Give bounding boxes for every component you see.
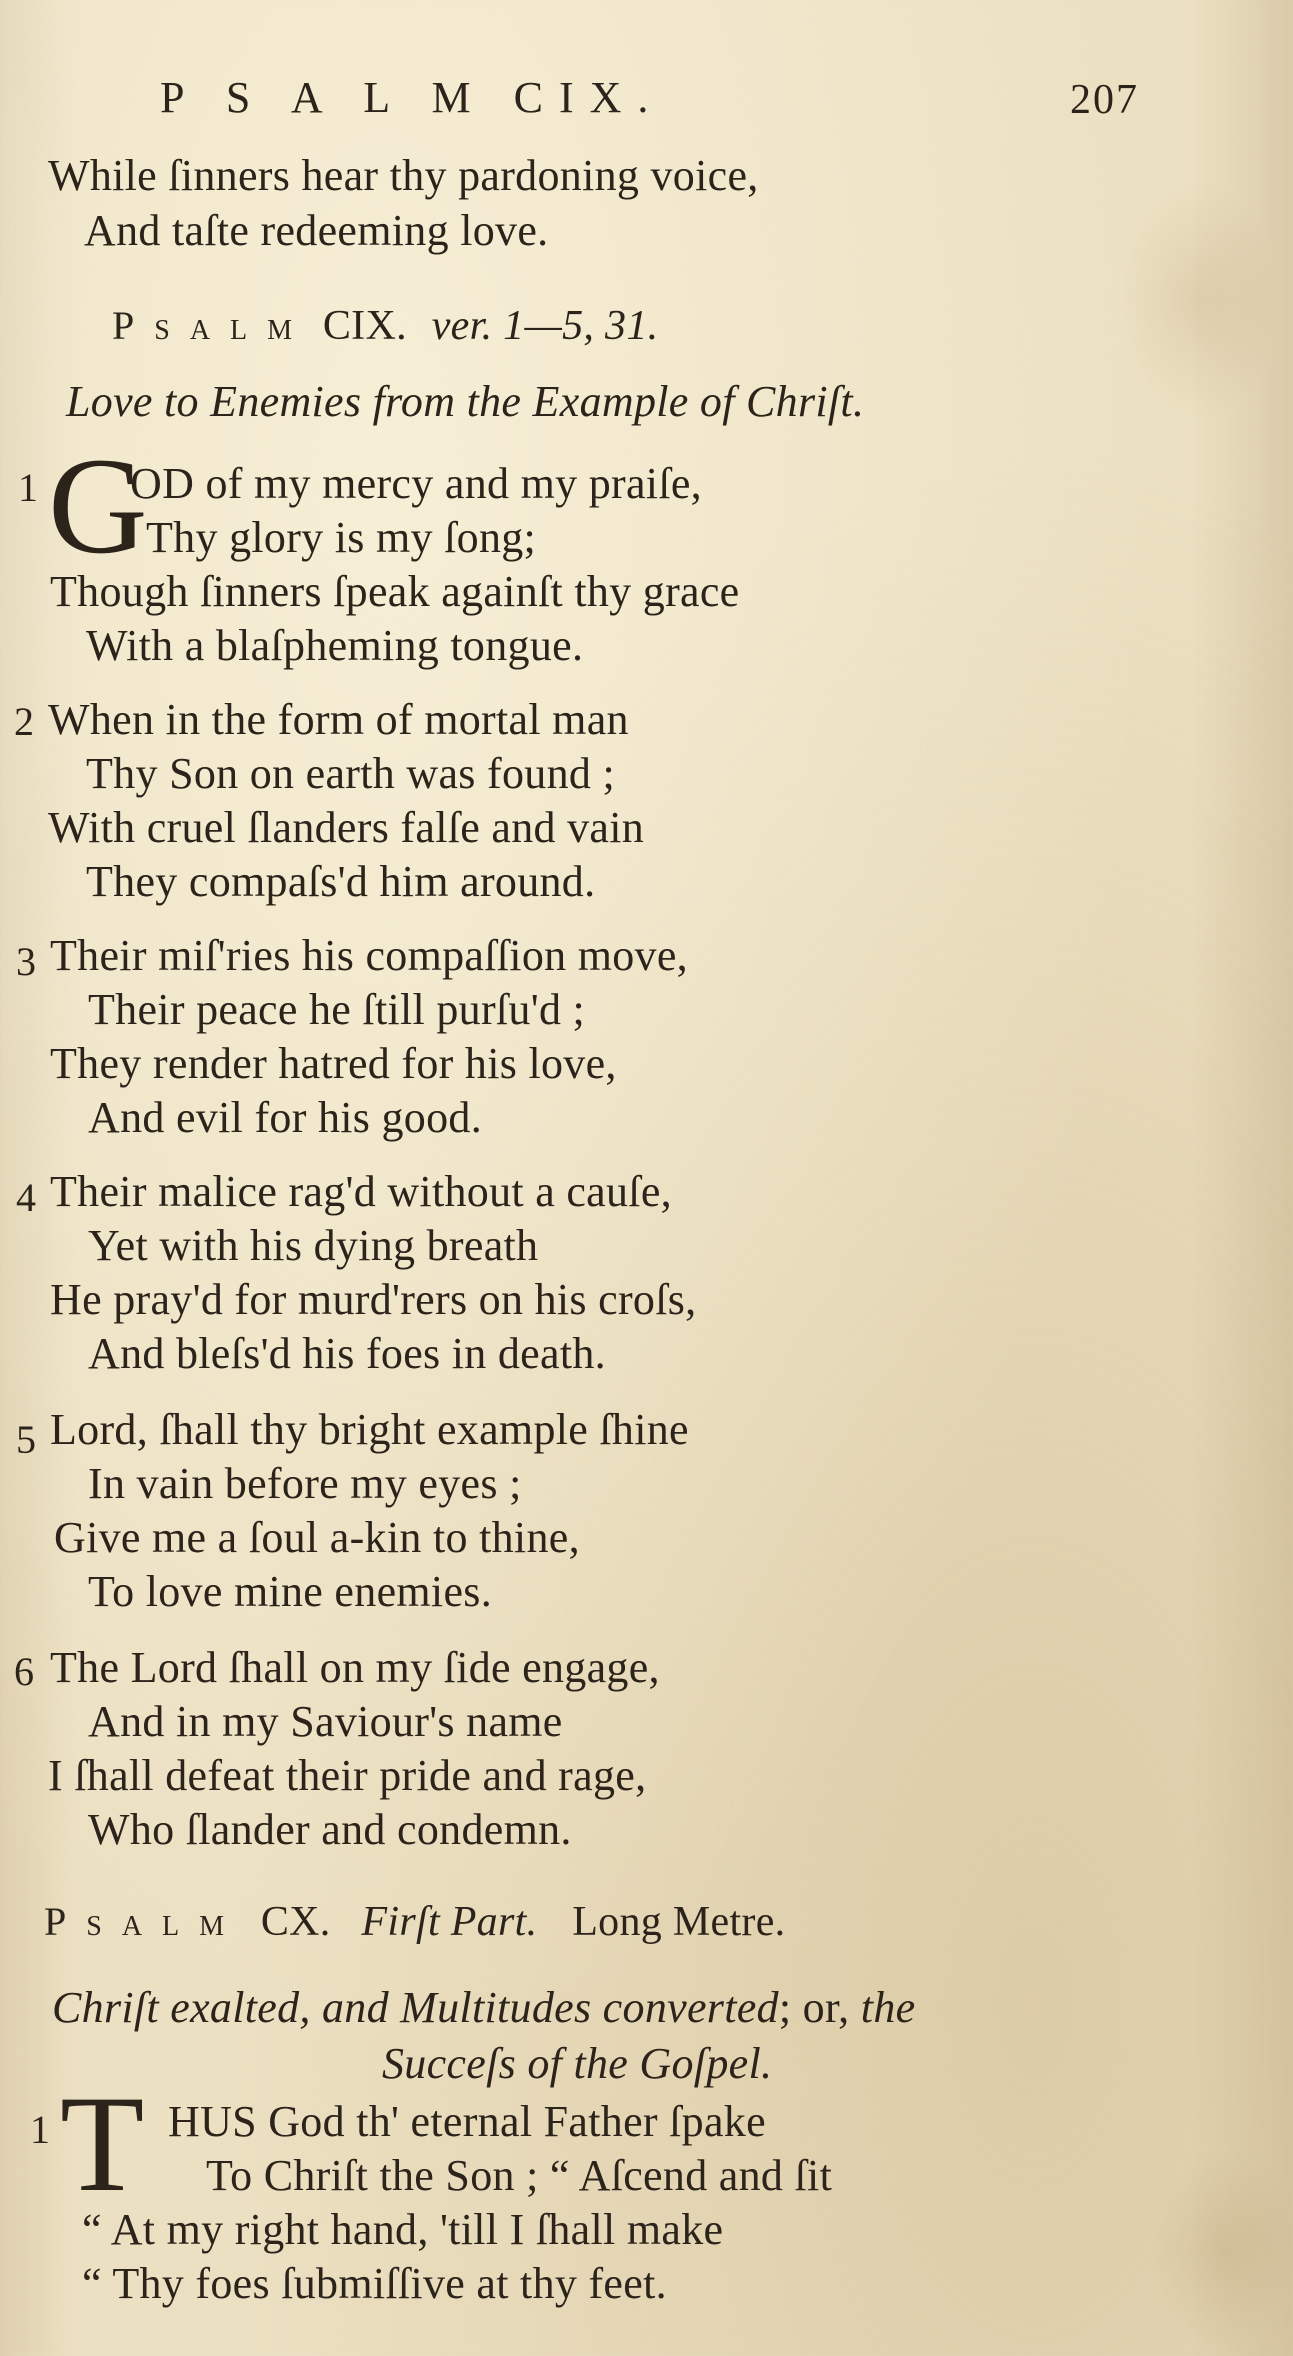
verse-line: Though ſinners ſpeak againſt thy grace <box>50 567 740 616</box>
verse-line: Their peace he ſtill purſu'd ; <box>88 985 586 1034</box>
verse-line: Give me a ſoul a-kin to thine, <box>54 1513 580 1562</box>
verse-line: And bleſs'd his foes in death. <box>88 1329 606 1378</box>
paper-stain <box>1150 2150 1293 2350</box>
verse-number: 6 <box>14 1649 34 1694</box>
verse-line: I ſhall defeat their pride and rage, <box>48 1751 647 1800</box>
psalm-heading-number: CIX. <box>322 303 407 349</box>
verse-number: 1 <box>30 2107 50 2152</box>
psalm-110-heading <box>44 1896 785 1948</box>
psalm-heading-verses: ver. 1—5, 31. <box>431 303 659 349</box>
verse-line: “ Thy foes ſubmiſſive at thy feet. <box>82 2259 667 2308</box>
verse-line: Who ſlander and condemn. <box>88 1805 572 1854</box>
verse-line: And in my Saviour's name <box>88 1697 563 1746</box>
verse-line: “ At my right hand, 'till I ſhall make <box>82 2205 724 2254</box>
verse-line: Their miſ'ries his compaſſion move, <box>50 931 688 980</box>
verse-line: And evil for his good. <box>88 1093 483 1142</box>
verse-number: 2 <box>14 699 34 744</box>
psalm-heading-metre: Long Metre. <box>572 1899 786 1945</box>
verse-number: 5 <box>16 1417 36 1462</box>
verse-line: With cruel ſlanders falſe and vain <box>48 803 645 852</box>
page-number: 207 <box>1070 77 1139 123</box>
drop-cap: G <box>48 429 148 582</box>
psalm-heading-word: Psalm <box>44 1899 245 1944</box>
verse-line: Thy glory is my ſong; <box>146 513 537 562</box>
carryover-line-1: While ſinners hear thy pardoning voice, <box>48 151 759 200</box>
verse-line: They compaſs'd him around. <box>86 857 596 906</box>
verse-line: In vain before my eyes ; <box>88 1459 522 1508</box>
paper-stain <box>1120 180 1280 420</box>
psalm-heading-part: Firſt Part. <box>361 1899 538 1945</box>
verse-line: When in the form of mortal man <box>48 695 629 744</box>
verse-line: To Chriſt the Son ; “ Aſcend and ſit <box>206 2151 833 2200</box>
subtitle-tail: the <box>860 1983 916 2032</box>
subtitle-roman: ; or, <box>778 1983 850 2032</box>
carryover-line-2: And taſte redeeming love. <box>84 206 549 255</box>
verse-line: The Lord ſhall on my ſide engage, <box>50 1643 660 1692</box>
verse-line: Their malice rag'd without a cauſe, <box>50 1167 672 1216</box>
psalm-109-subtitle: Love to Enemies from the Example of Chriſt. <box>66 377 865 426</box>
verse-line: With a blaſpheming tongue. <box>86 621 584 670</box>
drop-cap: T <box>60 2067 145 2220</box>
verse-line: HUS God th' eternal Father ſpake <box>168 2097 766 2146</box>
psalm-109-heading <box>112 300 658 352</box>
verse-line: He pray'd for murd'rers on his croſs, <box>50 1275 697 1324</box>
verse-line: Lord, ſhall thy bright example ſhine <box>50 1405 689 1454</box>
verse-line: Yet with his dying breath <box>88 1221 539 1270</box>
verse-line: Thy Son on earth was found ; <box>86 749 615 798</box>
verse-line: OD of my mercy and my praiſe, <box>130 459 702 508</box>
psalm-110-subtitle-line-2: Succeſs of the Goſpel. <box>382 2039 773 2088</box>
verse-number: 1 <box>18 465 38 510</box>
verse-line: To love mine enemies. <box>88 1567 492 1616</box>
running-head-title: P S A L M CIX. <box>160 73 665 122</box>
verse-number: 4 <box>16 1175 36 1220</box>
psalm-heading-word: Psalm <box>112 303 313 348</box>
verse-number: 3 <box>16 939 36 984</box>
subtitle-italic: Chriſt exalted, and Multitudes converted <box>52 1983 779 2032</box>
psalm-110-subtitle-line-1 <box>52 1982 915 2034</box>
verse-line: They render hatred for his love, <box>50 1039 617 1088</box>
psalm-heading-number: CX. <box>260 1899 331 1945</box>
